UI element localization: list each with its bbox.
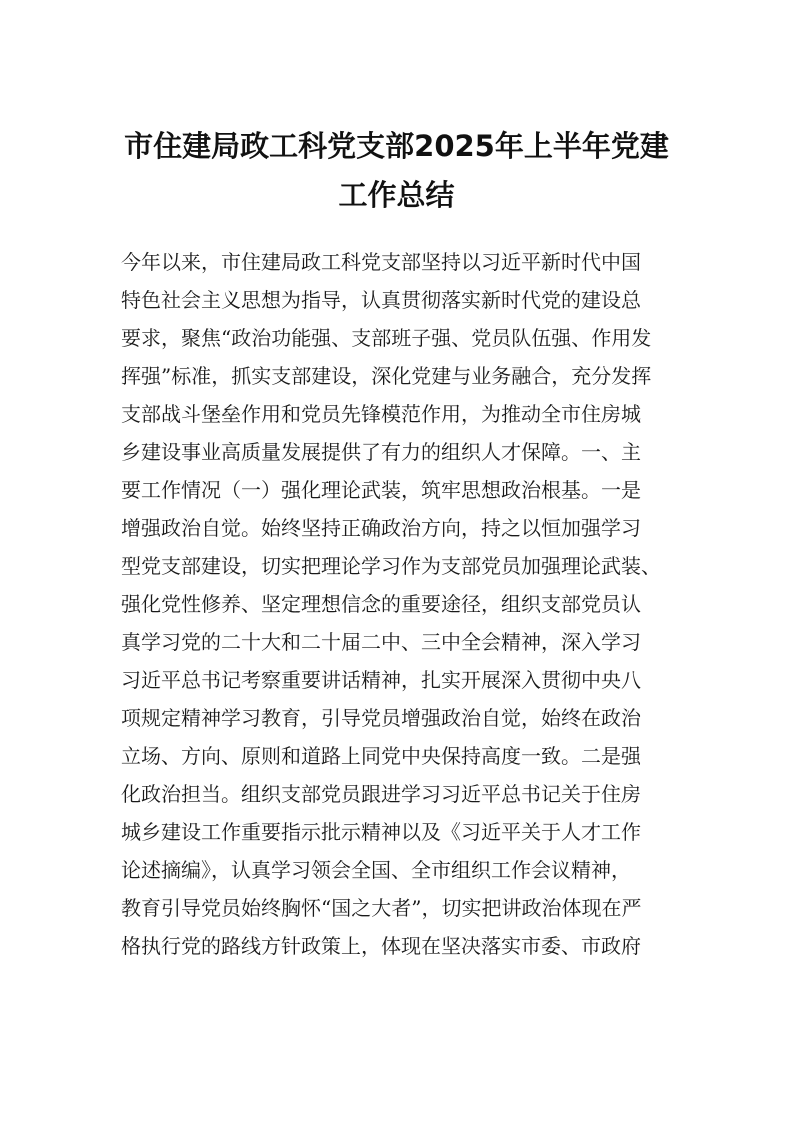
body-line: 挥强”标准，抓实支部建设，深化党建与业务融合，充分发挥 [121,364,652,388]
body-line: 格执行党的路线方针政策上，体现在坚决落实市委、市政府 [121,934,641,958]
body-line: 项规定精神学习教育，引导党员增强政治自觉，始终在政治 [121,706,641,730]
body-line: 增强政治自觉。始终坚持正确政治方向，持之以恒加强学习 [121,516,641,540]
body-line: 真学习党的二十大和二十届二中、三中全会精神，深入学习 [121,630,641,654]
body-line: 要工作情况（一）强化理论武装，筑牢思想政治根基。一是 [121,478,641,502]
body-line: 化政治担当。组织支部党员跟进学习习近平总书记关于住房 [121,782,641,806]
document-title-line-2: 工作总结 [338,178,455,212]
body-line: 型党支部建设，切实把理论学习作为支部党员加强理论武装、 [121,554,661,578]
body-line: 支部战斗堡垒作用和党员先锋模范作用，为推动全市住房城 [121,402,641,426]
document-title-line-1: 市住建局政工科党支部2025年上半年党建 [124,129,669,163]
body-line: 特色社会主义思想为指导，认真贯彻落实新时代党的建设总 [121,288,641,312]
body-line: 强化党性修养、坚定理想信念的重要途径，组织支部党员认 [121,592,641,616]
body-line: 论述摘编》，认真学习领会全国、全市组织工作会议精神， [121,858,631,882]
body-line: 乡建设事业高质量发展提供了有力的组织人才保障。一、主 [121,440,641,464]
body-line: 习近平总书记考察重要讲话精神，扎实开展深入贯彻中央八 [121,668,641,692]
body-line: 立场、方向、原则和道路上同党中央保持高度一致。二是强 [121,744,641,768]
body-line: 城乡建设工作重要指示批示精神以及《习近平关于人才工作 [121,820,641,844]
body-line: 教育引导党员始终胸怀“国之大者”，切实把讲政治体现在严 [121,896,642,920]
body-line: 要求，聚焦“政治功能强、支部班子强、党员队伍强、作用发 [121,326,652,350]
body-line: 今年以来，市住建局政工科党支部坚持以习近平新时代中国 [121,250,641,274]
